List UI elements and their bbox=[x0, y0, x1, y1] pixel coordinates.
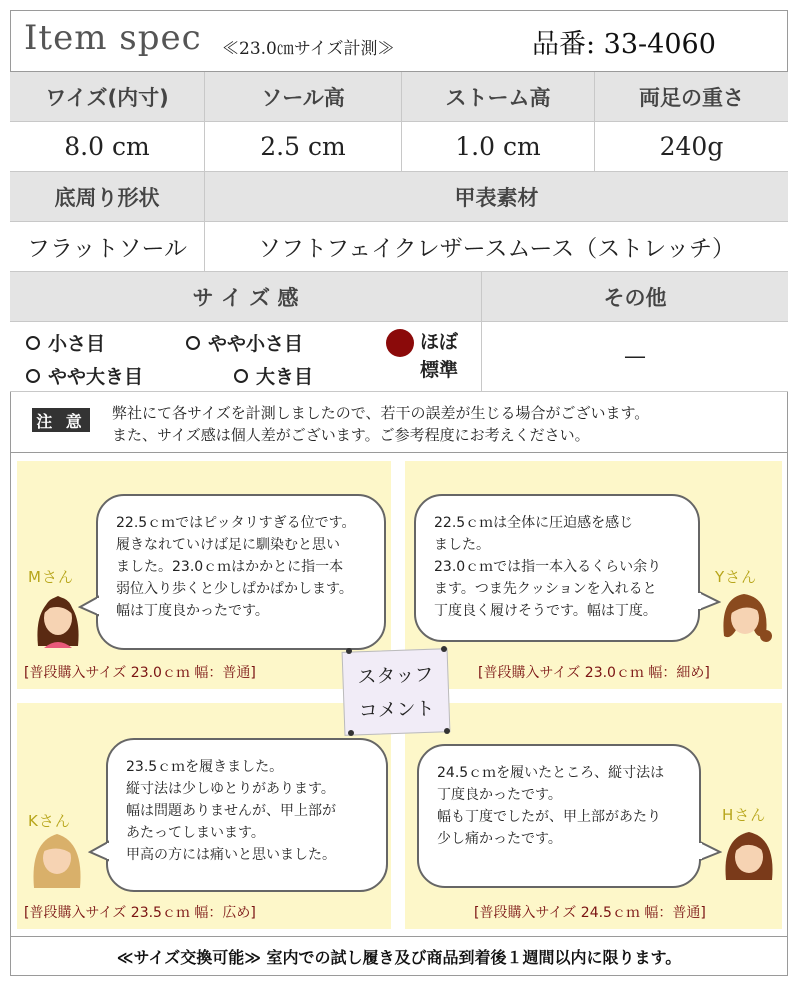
review-bubble-k bbox=[106, 738, 388, 892]
unselected-circle-icon bbox=[234, 369, 248, 383]
notice-line-1: 弊社にて各サイズを計測しましたので、若干の誤差が生じる場合がございます。 bbox=[112, 404, 650, 422]
review-line: 23.5ｃｍを履きました。 bbox=[126, 759, 284, 775]
spec-label-weight: 両足の重さ bbox=[595, 72, 788, 122]
review-line: 23.0ｃｍでは指一本入るくらい余り bbox=[434, 559, 662, 575]
review-line: 丁度良かったです。 bbox=[437, 787, 562, 803]
pin-icon bbox=[444, 728, 450, 734]
spec-label-sole-height: ソール高 bbox=[205, 72, 402, 122]
spec-label-sole-shape: 底周り形状 bbox=[10, 172, 205, 222]
size-sense-label: サ イ ズ 感 bbox=[10, 272, 482, 322]
measure-subtitle: ≪23.0㎝サイズ計測≫ bbox=[222, 39, 395, 59]
page-title: Item spec bbox=[24, 18, 202, 58]
review-line: 22.5ｃｍではピッタリすぎる位です。 bbox=[116, 515, 356, 531]
staff-avatar-h-icon bbox=[720, 824, 778, 888]
review-line: ました。23.0ｃｍはかかとに指一本 bbox=[116, 559, 344, 575]
review-line: あたってしまいます。 bbox=[126, 825, 265, 841]
reviewer-name-h: Hさん bbox=[722, 806, 767, 824]
review-bubble-m bbox=[96, 494, 386, 650]
option-slightly-small bbox=[186, 329, 303, 356]
review-line: ました。 bbox=[434, 537, 490, 553]
review-line: 弱位入り歩くと少しぱかぱかします。 bbox=[116, 581, 353, 597]
option-standard-line1: ほぼ bbox=[420, 331, 459, 353]
review-bubble-h bbox=[417, 744, 701, 888]
notice-line-2: また、サイズ感は個人差がございます。ご参考程度にお考えください。 bbox=[112, 426, 590, 444]
review-line: 履きなれていけば足に馴染むと思い bbox=[116, 537, 340, 553]
notice-badge: 注 意 bbox=[32, 408, 90, 432]
unselected-circle-icon bbox=[186, 336, 200, 350]
reviewer-name-m: Mさん bbox=[28, 568, 74, 586]
pin-icon bbox=[346, 648, 352, 654]
spec-label-width: ワイズ(内寸) bbox=[10, 72, 205, 122]
bubble-tail-icon bbox=[698, 840, 722, 864]
review-line: 22.5ｃｍは全体に圧迫感を感じ bbox=[434, 515, 634, 531]
spec-label-upper-material: 甲表素材 bbox=[205, 172, 788, 222]
spec-value-weight: 240g bbox=[595, 122, 788, 172]
reviewer-name-k: Kさん bbox=[28, 812, 71, 830]
staff-note-line-2: コメント bbox=[358, 697, 435, 723]
option-large bbox=[234, 362, 313, 389]
review-line: ます。つま先クッションを入れると bbox=[434, 581, 657, 597]
purchase-size-y: [普段購入サイズ 23.0ｃｍ 幅：細め] bbox=[478, 665, 710, 681]
unselected-circle-icon bbox=[26, 336, 40, 350]
review-line: 少し痛かったです。 bbox=[437, 831, 562, 847]
spec-value-width: 8.0 cm bbox=[10, 122, 205, 172]
staff-comment-note bbox=[342, 648, 451, 736]
product-code: 品番: 33-4060 bbox=[532, 29, 716, 60]
review-line: 24.5ｃｍを履いたところ、縦寸法は bbox=[437, 765, 665, 781]
option-standard-line2: 標準 bbox=[420, 359, 459, 381]
review-line: 縦寸法は少しゆとりがあります。 bbox=[126, 781, 335, 797]
purchase-size-m: [普段購入サイズ 23.0ｃｍ 幅：普通] bbox=[24, 665, 256, 681]
review-line: 幅は問題ありませんが、甲上部が bbox=[126, 803, 336, 819]
selected-circle-icon bbox=[386, 329, 414, 357]
reviewer-name-y: Yさん bbox=[715, 568, 758, 586]
spec-value-sole-shape: フラットソール bbox=[10, 222, 205, 272]
other-value: — bbox=[482, 322, 788, 392]
staff-avatar-y-icon bbox=[716, 586, 774, 648]
spec-value-sole-height: 2.5 cm bbox=[205, 122, 402, 172]
review-line: 幅も丁度でしたが、甲上部があたり bbox=[437, 809, 661, 825]
bubble-tail-icon bbox=[88, 840, 112, 864]
option-slightly-small-label: やや小さ目 bbox=[208, 333, 304, 355]
review-line: 幅は丁度良かったです。 bbox=[116, 603, 269, 619]
review-line: 甲高の方には痛いと思いました。 bbox=[126, 847, 336, 863]
option-small bbox=[26, 329, 105, 356]
notice-divider bbox=[10, 452, 788, 453]
option-small-label: 小さ目 bbox=[48, 333, 106, 355]
option-slightly-large bbox=[26, 362, 143, 389]
staff-avatar-k-icon bbox=[28, 826, 86, 890]
spec-value-upper-material: ソフトフェイクレザースムース（ストレッチ） bbox=[205, 222, 788, 272]
other-label: その他 bbox=[482, 272, 788, 322]
unselected-circle-icon bbox=[26, 369, 40, 383]
pin-icon bbox=[348, 730, 354, 736]
purchase-size-k: [普段購入サイズ 23.5ｃｍ 幅：広め] bbox=[24, 905, 256, 921]
staff-note-line-1: スタッフ bbox=[357, 663, 434, 689]
staff-avatar-m-icon bbox=[30, 586, 86, 648]
purchase-size-h: [普段購入サイズ 24.5ｃｍ 幅：普通] bbox=[474, 905, 706, 921]
option-large-label: 大き目 bbox=[256, 366, 314, 388]
review-line: 丁度良く履けそうです。幅は丁度。 bbox=[434, 603, 657, 619]
option-slightly-large-label: やや大き目 bbox=[48, 366, 144, 388]
exchange-policy: ≪サイズ交換可能≫ 室内での試し履き及び商品到着後１週間以内に限ります。 bbox=[116, 947, 682, 967]
spec-value-storm-height: 1.0 cm bbox=[402, 122, 595, 172]
pin-icon bbox=[441, 646, 447, 652]
review-bubble-y bbox=[414, 494, 700, 642]
spec-label-storm-height: ストーム高 bbox=[402, 72, 595, 122]
